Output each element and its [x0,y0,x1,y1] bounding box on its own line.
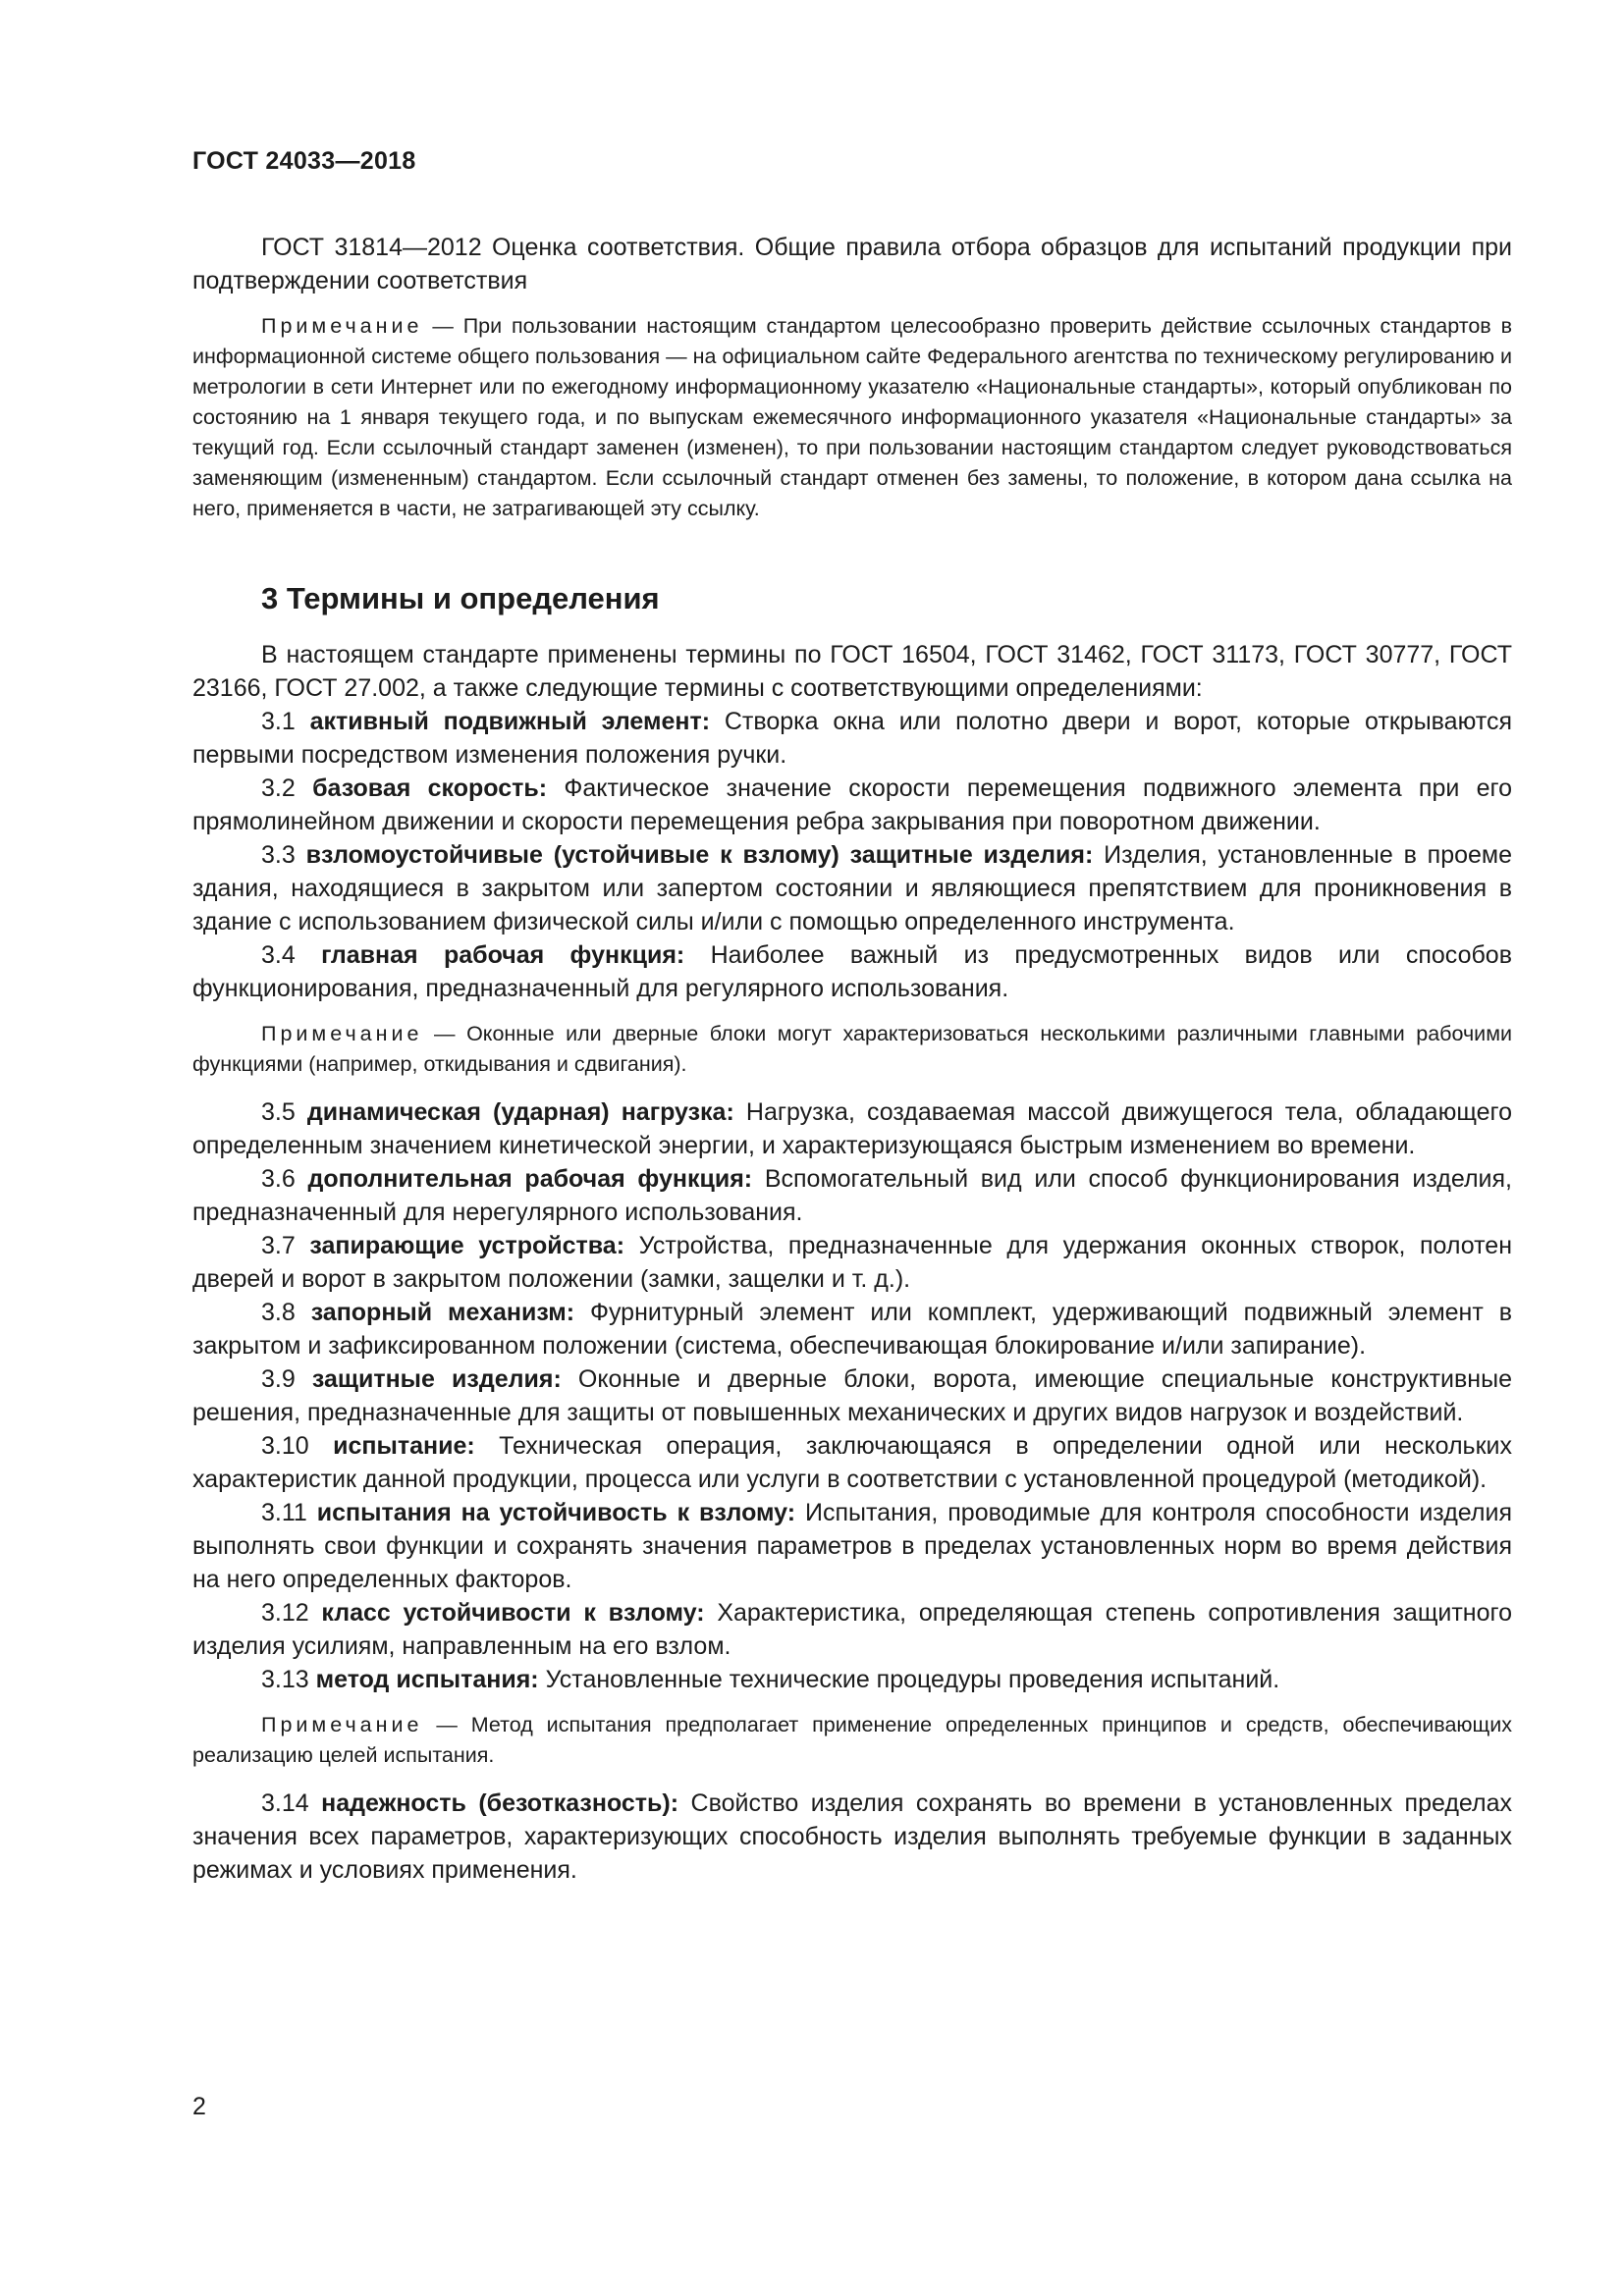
note-label: Примечание [261,1022,423,1045]
note-text: — При пользовании настоящим стандартом целесообразно проверить действие ссылочных стандартов в информационной системе общего пользования — на официальном сайте Федерального агентства по техническому регулированию и метрологии в сети Интернет или по ежегодному информационному указателю «Национальные стандарты», который опубликован по состоянию на 1 января текущего года, и по выпускам ежемесячного информационного указателя «Национальные стандарты» за текущий год. Если ссылочный стандарт заменен (изменен), то при пользовании настоящим стандартом следует руководствоваться заменяющим (измененным) стандартом. Если ссылочный стандарт отменен без замены, то положение, в котором дана ссылка на него, применяется в части, не затрагивающей эту ссылку. [192,314,1512,520]
term-definition: Створка окна или полотно двери и ворот, которые открываются первыми посредством изменения положения ручки. [192,708,1512,769]
term-name: метод испытания: [315,1666,539,1693]
term-number: 3.14 [261,1789,309,1817]
term-definition: Техническая операция, заключающаяся в определении одной или нескольких характеристик данной продукции, процесса или услуги в соответствии с установленной процедурой (методикой). [192,1432,1512,1493]
page-number: 2 [192,2093,206,2120]
term-definition: Изделия, установленные в проеме здания, находящиеся в закрытом или запертом состоянии и являющиеся препятствием для проникновения в здание с использованием физической силы и/или с помощью определенного инструмента. [192,841,1513,935]
reference-entry: ГОСТ 31814—2012 Оценка соответствия. Общие правила отбора образцов для испытаний продукции при подтверждении соответствия [192,234,1512,294]
term-number: 3.12 [261,1599,309,1627]
term-entry [192,1362,1512,1429]
term-number: 3.11 [261,1499,307,1526]
term-entry [192,1663,1512,1696]
term-number: 3.5 [261,1098,296,1126]
term-entry [192,1162,1512,1229]
term-definition: Испытания, проводимые для контроля способности изделия выполнять свои функции и сохранять значения параметров в пределах установленных норм во время действия на него определенных факторов. [192,1499,1512,1593]
terms-group-c [192,1787,1512,1887]
note-3 [192,1710,1512,1771]
term-name: защитные изделия: [311,1365,562,1393]
section-title: 3 Термины и определения [261,581,660,615]
term-name: класс устойчивости к взлому: [321,1599,705,1627]
term-definition: Оконные и дверные блоки, ворота, имеющие специальные конструктивные решения, предназначенные для защиты от повышенных механических и других видов нагрузок и воздействий. [192,1365,1512,1426]
term-entry [192,1229,1512,1296]
term-number: 3.4 [261,941,296,969]
note-label: Примечание [261,1713,423,1736]
term-definition: Наиболее важный из предусмотренных видов или способов функционирования, предназначенный для регулярного использования. [192,941,1512,1002]
term-name: базовая скорость: [312,774,548,802]
term-definition: Характеристика, определяющая степень сопротивления защитного изделия усилиям, направленным на его взлом. [192,1599,1512,1660]
term-definition: Нагрузка, создаваемая массой движущегося тела, обладающего определенным значением кинетической энергии, и характеризующаяся быстрым изменением во времени. [192,1098,1512,1159]
note-text: — Метод испытания предполагает применение определенных принципов и средств, обеспечивающих реализацию целей испытания. [192,1713,1512,1767]
term-entry [192,1596,1512,1663]
term-definition: Установленные технические процедуры проведения испытаний. [545,1666,1280,1693]
term-definition: Устройства, предназначенные для удержания оконных створок, полотен дверей и ворот в закрытом положении (замки, защелки и т. д.). [192,1232,1513,1293]
note-1 [192,311,1512,524]
term-number: 3.6 [261,1165,296,1193]
term-number: 3.13 [261,1666,309,1693]
term-entry [192,938,1512,1005]
term-name: запирающие устройства: [309,1232,625,1259]
document-page [192,147,1512,1887]
term-entry [192,1787,1512,1887]
term-name: испытания на устойчивость к взлому: [316,1499,796,1526]
term-name: запорный механизм: [310,1299,575,1326]
term-definition: Фурнитурный элемент или комплект, удерживающий подвижный элемент в закрытом и зафиксированном положении (система, обеспечивающая блокирование и/или запирание). [192,1299,1512,1360]
term-name: дополнительная рабочая функция: [307,1165,753,1193]
term-number: 3.3 [261,841,296,869]
term-number: 3.9 [261,1365,296,1393]
note-label: Примечание [261,314,423,338]
term-number: 3.7 [261,1232,296,1259]
term-name: активный подвижный элемент: [309,708,711,735]
terms-group-a [192,705,1512,1005]
document-header: ГОСТ 24033—2018 [192,147,416,175]
term-definition: Свойство изделия сохранять во времени в установленных пределах значения всех параметров, характеризующих способность изделия выполнять требуемые функции в заданных режимах и условиях применения. [192,1789,1512,1884]
section-intro: В настоящем стандарте применены термины по ГОСТ 16504, ГОСТ 31462, ГОСТ 31173, ГОСТ 30777, ГОСТ 23166, ГОСТ 27.002, а также следующие термины с соответствующими определениями: [192,641,1512,702]
term-entry [192,1095,1512,1162]
term-number: 3.1 [261,708,296,735]
term-entry [192,1496,1512,1596]
note-2 [192,1019,1512,1080]
term-definition: Фактическое значение скорости перемещения подвижного элемента при его прямолинейном движении и скорости перемещения ребра закрывания при поворотном движении. [192,774,1512,835]
term-entry [192,1296,1512,1362]
term-name: взломоустойчивые (устойчивые к взлому) защитные изделия: [305,841,1094,869]
term-name: динамическая (ударная) нагрузка: [306,1098,734,1126]
terms-group-b [192,1095,1512,1696]
term-name: надежность (безотказность): [321,1789,679,1817]
term-number: 3.8 [261,1299,296,1326]
note-text: — Оконные или дверные блоки могут характеризоваться несколькими различными главными рабочими функциями (например, откидывания и сдвигания). [192,1022,1512,1076]
term-number: 3.2 [261,774,296,802]
term-entry [192,705,1512,772]
term-entry [192,838,1512,938]
term-entry [192,772,1512,838]
term-definition: Вспомогательный вид или способ функционирования изделия, предназначенный для нерегулярного использования. [192,1165,1512,1226]
term-number: 3.10 [261,1432,309,1460]
term-name: испытание: [333,1432,475,1460]
term-name: главная рабочая функция: [321,941,685,969]
term-entry [192,1429,1512,1496]
